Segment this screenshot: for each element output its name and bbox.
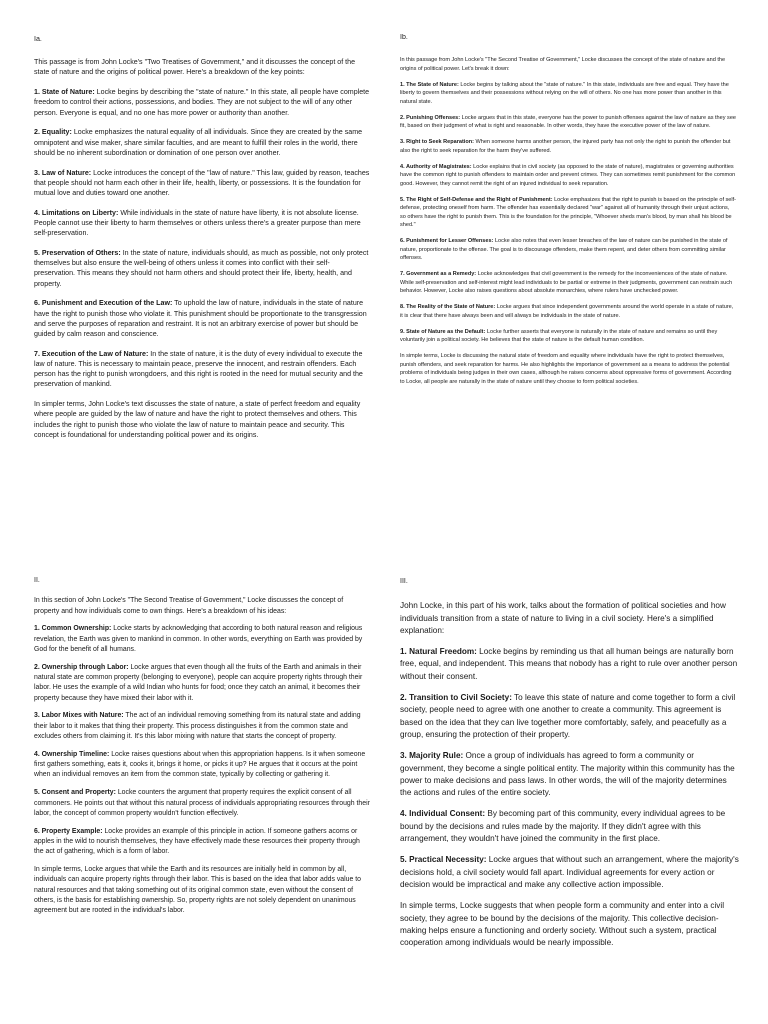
- list-item: [34, 127, 370, 158]
- list-item: [400, 114, 736, 131]
- item-title: 6. Property Example:: [34, 827, 103, 835]
- item-title: 5. Practical Necessity:: [400, 855, 487, 865]
- list-item: [400, 328, 736, 345]
- item-title: 1. Natural Freedom:: [400, 647, 477, 657]
- item-text: Locke argues that in this state, everyone has the power to punish offenses against the law of nature as they see fit, based on their judgment of what is right and reasonable. In other words, they have the executive power of the law of nature.: [400, 114, 736, 130]
- item-text: Locke explains that in civil society (as opposed to the state of nature), magistrates or governing authorities have the common right to punish offenders to maintain order and prevent crimes. They can sometimes remit punishment for the common good. However, they cannot remit the right of an injured individual to seek reparation.: [400, 163, 736, 187]
- summary-paragraph: In simple terms, Locke argues that while the Earth and its resources are initially held in common by all, individuals can acquire property rights through their labor. This is based on the idea that labor adds value to natural resources and that taking something out of its original common state, even without the consent of others, is the basis for establishing ownership. So, property rights are not solely dependent on unanimous agreement but are rooted in the individual's labor.: [34, 866, 361, 915]
- summary-panel-ib: [400, 34, 736, 504]
- item-title: 4. Limitations on Liberty:: [34, 208, 119, 217]
- item-text: Locke begins by describing the "state of nature." In this state, all people have complete freedom to control their actions, possessions, and bodies. They are not subject to the will of any other person. Everyone is equal, and no one has more power or authority than another.: [34, 88, 370, 117]
- item-text: The act of an individual removing something from its natural state and adding their labor to it makes that thing their property. This process distinguishes it from the common state and excludes others from claiming it. It's this labor mixing with nature that starts the concept of property.: [34, 712, 361, 741]
- item-title: 1. Common Ownership:: [34, 625, 112, 633]
- item-title: 2. Equality:: [34, 128, 72, 137]
- list-item: [400, 750, 740, 799]
- list-item: [34, 298, 370, 339]
- item-text: Locke starts by acknowledging that according to both natural reason and religious revelation, the Earth was given to mankind in common. In other words, everything on Earth was provided by God for the benefit of all humans.: [34, 625, 363, 653]
- item-text: Locke acknowledges that civil government is the remedy for the inconveniences of the state of nature. While self-preservation and self-interest might lead individuals to be partial or extreme in their judgments, government can restrain such behavior. However, Locke also raises questions about absolute monarchies, where rulers have unchecked power.: [400, 271, 733, 295]
- item-text: Locke provides an example of this principle in action. If someone gathers acorns or apples in the wild to nourish themselves, they have effectively made these resources their property through the act of gathering, which is a form of labor.: [34, 827, 360, 856]
- item-text: Locke begins by talking about the "state of nature." In this state, individuals are free and equal. They have the liberty to govern themselves and their possessions without relying on the will of others. No one has more power than another in this natural state.: [400, 81, 729, 105]
- item-text: Locke further asserts that everyone is naturally in the state of nature and remains so until they voluntarily join a political society. He believes that the state of nature is the default human condition.: [400, 328, 718, 344]
- item-title: 6. Punishment and Execution of the Law:: [34, 299, 173, 308]
- item-text: Once a group of individuals has agreed to form a community or government, they become a single political entity. The majority within this community has the power to make decisions and pass laws. In other words, the will of the majority determines the actions and rules of the entire society.: [400, 751, 735, 798]
- list-item: [34, 827, 370, 858]
- item-title: 2. Ownership through Labor:: [34, 663, 129, 671]
- list-item: [400, 138, 736, 155]
- summary-paragraph: In simple terms, Locke suggests that when people form a community and enter into a civil society, they agree to be bound by the decisions of the majority. This collective decision-making helps ensure a functioning and orderly society. Without such a system, practical cooperation among individuals would be nearly impossible.: [400, 901, 725, 948]
- item-text: Locke also notes that even lesser breaches of the law of nature can be punished in the state of nature, proportionate to the offense. The goal is to discourage offenders, make them repent, and deter others from committing similar offenses.: [400, 238, 728, 262]
- item-text: Locke emphasizes that the right to punish is based on the principle of self-defense, protecting oneself from harm. The offender has essentially declared "war" against all of humanity through their unjust actions, so others have the right to punish them. This is the foundation for the principle, "Whoever sheds man's blood, by man shall his blood be shed.": [400, 196, 736, 229]
- list-item: [400, 81, 736, 106]
- item-title: 4. Authority of Magistrates:: [400, 163, 472, 170]
- item-text: Locke argues that since independent governments around the world operate in a state of nature, it is clear that there have always been and will always be individuals in the state of nature.: [400, 304, 734, 319]
- summary-panel-ia: [34, 34, 370, 504]
- item-title: 1. State of Nature:: [34, 88, 95, 97]
- item-title: 2. Transition to Civil Society:: [400, 693, 512, 703]
- list-item: [400, 196, 736, 230]
- section-label: II.: [34, 577, 40, 584]
- list-item: [400, 303, 736, 320]
- item-title: 8. The Reality of the State of Nature:: [400, 304, 496, 311]
- item-text: In the state of nature, individuals should, as much as possible, not only protect themselves but also ensure the well-being of others unless it comes into conflict with their self-preservation. This means they should not harm others and should protect their life, liberty, health, and property.: [34, 249, 369, 288]
- list-item: [400, 854, 740, 891]
- item-text: By becoming part of this community, every individual agrees to be bound by the decisions and rules made by the majority. If they didn't agree with this arrangement, they wouldn't have joined the community in the first place.: [400, 809, 726, 844]
- summary-panel-iii: [400, 576, 740, 1024]
- section-label: III.: [400, 578, 408, 585]
- item-text: Locke raises questions about when this appropriation happens. Is it when someone first gathers something, eats it, cooks it, brings it home, or picks it up? He argues that it occurs at the point when an individual removes an item from the common state, typically by collecting or gathering it.: [34, 750, 366, 779]
- item-text: Locke emphasizes the natural equality of all individuals. Since they are created by the same omnipotent and wise maker, share similar faculties, and are meant to fulfill their roles in the world, there should be no inherent subordination or domination of one person over another.: [34, 128, 363, 157]
- item-title: 4. Ownership Timeline:: [34, 750, 110, 758]
- summary-paragraph: In simpler terms, John Locke's text discusses the state of nature, a state of perfect freedom and equality where people are guided by the law of nature and have the right to protect themselves and others. This includes the right to punish those who violate the law of nature to maintain peace and security. This concept is foundational for understanding political power and its origins.: [34, 400, 361, 439]
- list-item: [34, 624, 370, 655]
- list-item: [34, 168, 370, 199]
- list-item: [34, 750, 370, 781]
- item-text: Locke introduces the concept of the "law of nature." This law, guided by reason, teaches that people should not harm each other in their life, health, liberty, or possessions. It is the foundation for mutual love and duties toward one another.: [34, 168, 370, 198]
- list-item: [34, 349, 370, 390]
- item-title: 3. Law of Nature:: [34, 168, 92, 177]
- list-item: [400, 692, 740, 741]
- item-text: When someone harms another person, the injured party has not only the right to punish the offender but also the right to seek reparation for the harm they've suffered.: [400, 139, 731, 154]
- item-title: 1. The State of Nature:: [400, 81, 459, 88]
- list-item: [34, 248, 370, 289]
- item-title: 7. Government as a Remedy:: [400, 271, 477, 278]
- list-item: [400, 646, 740, 683]
- list-item: [34, 208, 370, 239]
- intro-paragraph: This passage is from John Locke's "Two Treatises of Government," and it discusses the concept of the state of nature and the origins of political power. Here's a breakdown of the key points:: [34, 58, 356, 77]
- list-item: [34, 788, 370, 819]
- item-title: 7. Execution of the Law of Nature:: [34, 349, 149, 358]
- item-title: 5. Consent and Property:: [34, 789, 116, 797]
- item-text: While individuals in the state of nature have liberty, it is not absolute license. People cannot use their liberty to harm themselves or others unless there's a greater purpose than mere self-preservation.: [34, 208, 361, 238]
- item-title: 5. Preservation of Others:: [34, 249, 121, 258]
- list-item: [400, 163, 736, 188]
- list-item: [400, 237, 736, 262]
- section-label: Ib.: [400, 34, 408, 41]
- summary-panel-ii: [34, 576, 370, 1024]
- item-text: Locke counters the argument that property requires the explicit consent of all commoners. He points out that without this natural process of individuals appropriating resources through their labor, the concept of common property wouldn't function effectively.: [34, 789, 370, 817]
- section-label: Ia.: [34, 35, 42, 43]
- item-title: 3. Right to Seek Reparation:: [400, 139, 474, 146]
- item-title: 3. Majority Rule:: [400, 751, 464, 761]
- item-text: In the state of nature, it is the duty of every individual to execute the law of nature. This is necessary to maintain peace, preserve the innocent, and restrain offenders. Each person has the right to punish wrongdoers, and this right is rooted in the need for mutual security and the preservation of mankind.: [34, 349, 363, 389]
- intro-paragraph: John Locke, in this part of his work, talks about the formation of political societies and how individuals transition from a state of nature to living in a civil society. Here's a simplified explanation:: [400, 601, 726, 635]
- list-item: [400, 808, 740, 845]
- list-item: [34, 87, 370, 118]
- list-item: [34, 711, 370, 742]
- summary-paragraph: In simple terms, Locke is discussing the natural state of freedom and equality where individuals have the right to protect themselves, punish offenders, and seek reparation for harms. He also highlights the importance of government as a means to address the potential problems of individuals being judges in their own cases, although he raises concerns about oppressive forms of government. According to Locke, all people are naturally in the state of nature until they choose to form political societies.: [400, 353, 732, 385]
- list-item: [34, 663, 370, 704]
- item-title: 6. Punishment for Lesser Offenses:: [400, 238, 494, 245]
- item-text: To uphold the law of nature, individuals in the state of nature have the right to punish those who violate it. This punishment should be proportionate to the transgression and serve the purposes of reparation and restraint. It is not an arbitrary exercise of power but should be guided by calm reason and conscience.: [34, 299, 367, 339]
- list-item: [400, 270, 736, 295]
- item-title: 5. The Right of Self-Defense and the Right of Punishment:: [400, 196, 553, 203]
- intro-paragraph: In this passage from John Locke's "The Second Treatise of Government," Locke discusses the concept of the state of nature and the origins of political power. Let's break it down:: [400, 57, 726, 72]
- item-text: Locke argues that without such an arrangement, where the majority's decisions hold, a civil society would fall apart. Individual agreements for every action or decision would be impractical and make any collective action impossible.: [400, 855, 739, 889]
- item-title: 9. State of Nature as the Default:: [400, 328, 486, 335]
- intro-paragraph: In this section of John Locke's "The Second Treatise of Government," Locke discusses the concept of property and how individuals come to own things. Here's a breakdown of his ideas:: [34, 597, 344, 615]
- item-text: Locke begins by reminding us that all human beings are naturally born free, equal, and independent. This means that nobody has a right to rule over another person without their consent.: [400, 647, 738, 681]
- item-title: 3. Labor Mixes with Nature:: [34, 712, 124, 720]
- item-title: 4. Individual Consent:: [400, 809, 486, 819]
- item-text: To leave this state of nature and come together to form a civil society, people need to agree with one another to create a community. This agreement is based on the idea that they can live together more comfortably, safely, and peacefully as a group, ensuring the protection of their property.: [400, 693, 736, 739]
- item-text: Locke argues that even though all the fruits of the Earth and animals in their natural state are common property (belonging to everyone), people can acquire property rights through their labor. He uses the example of a wild Indian who hunts for food; once they catch an animal, it becomes their property because they have mixed their labor with it.: [34, 663, 363, 702]
- item-title: 2. Punishing Offenses:: [400, 114, 461, 121]
